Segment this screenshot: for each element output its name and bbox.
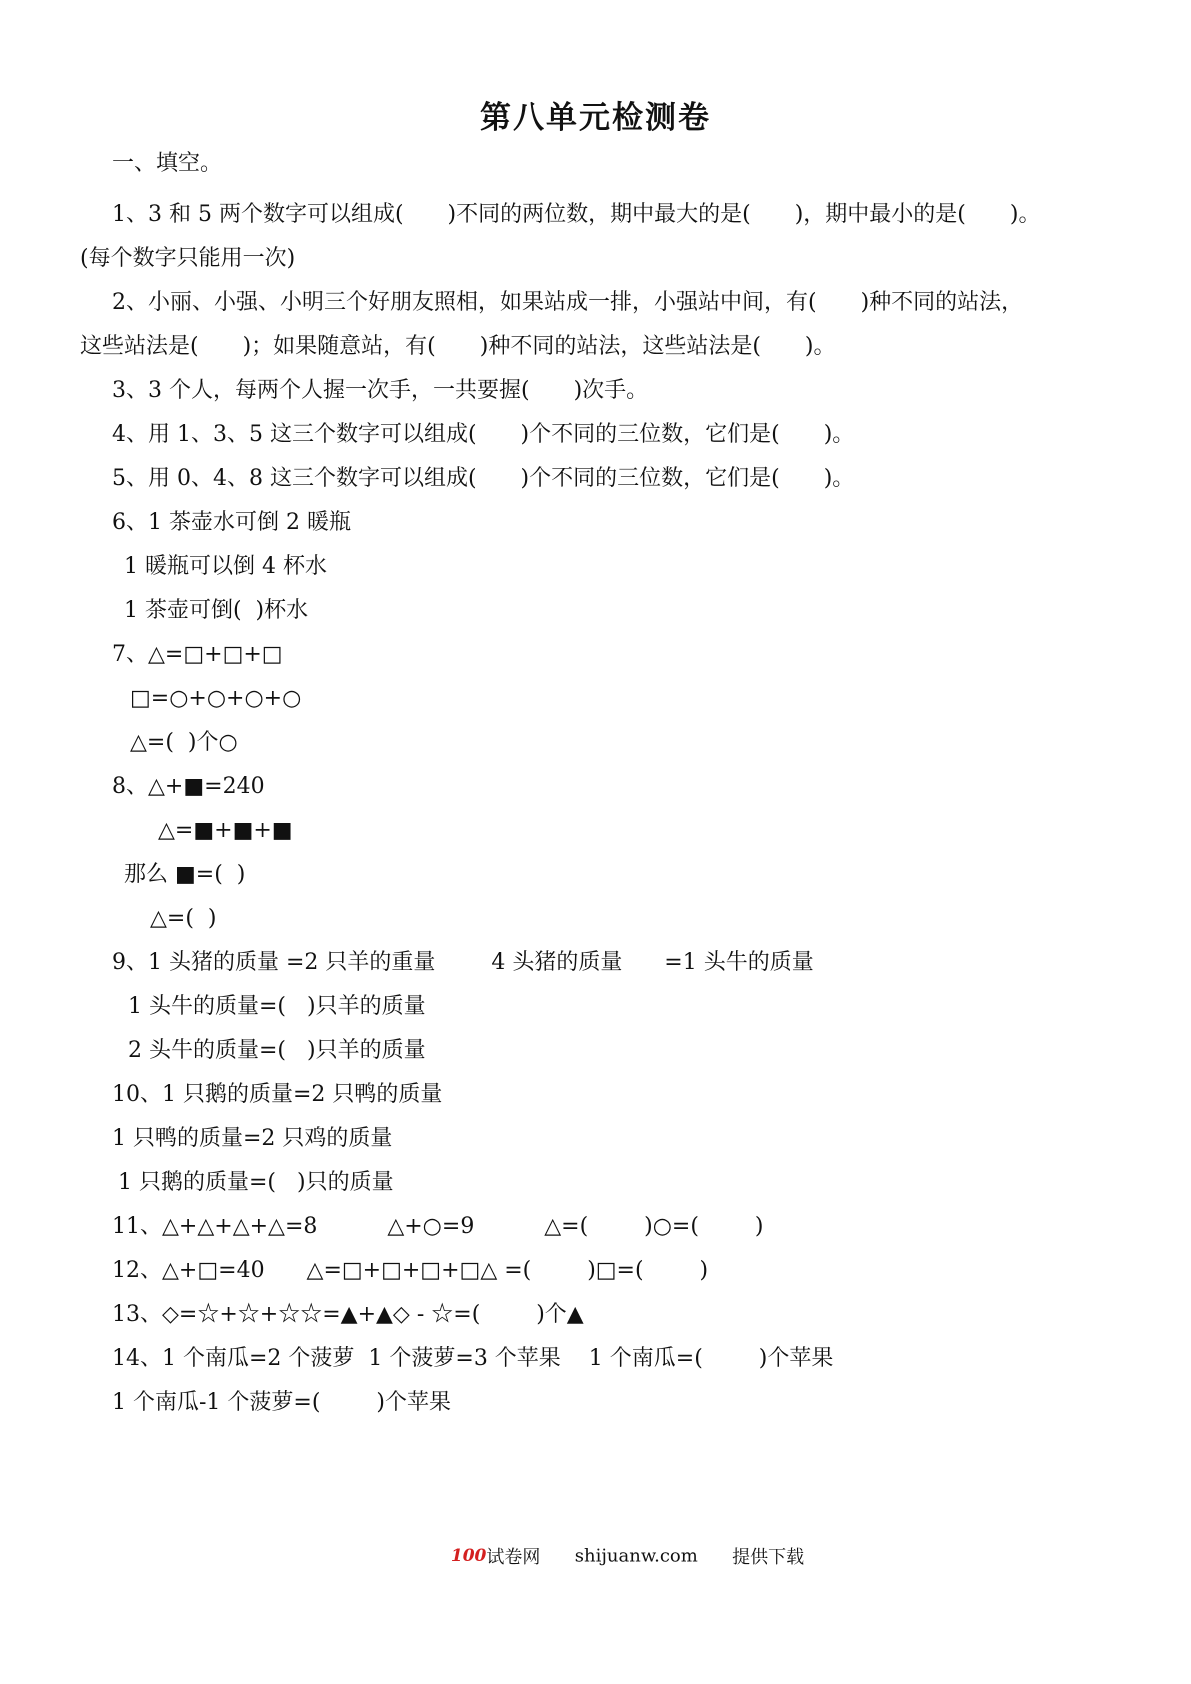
question-line: 6、1 茶壶水可倒 2 暖瓶 <box>112 510 351 535</box>
question-line: □=○+○+○+○ <box>130 686 302 711</box>
question-line: 12、△+□=40 △=□+□+□+□△ =( )□=( ) <box>112 1258 709 1283</box>
question-line: 那么 ■=( ) <box>124 862 246 887</box>
question-line: 1 头牛的质量=( )只羊的质量 <box>128 994 426 1019</box>
question-line: 1 暖瓶可以倒 4 杯水 <box>124 554 327 579</box>
download-note: 提供下载 <box>732 1547 805 1568</box>
question-line: (每个数字只能用一次) <box>80 246 296 271</box>
site-logo: 100 <box>450 1546 487 1566</box>
question-line: △=( ) <box>150 906 217 931</box>
question-line: 7、△=□+□+□ <box>112 642 283 667</box>
question-line: 8、△+■=240 <box>112 774 265 799</box>
question-line: 1、3 和 5 两个数字可以组成( )不同的两位数，期中最大的是( )，期中最小的是( )。 <box>112 202 1041 227</box>
page-title: 第八单元检测卷 <box>480 100 711 136</box>
question-line: 1 茶壶可倒( )杯水 <box>124 598 309 623</box>
question-line: 这些站法是( )；如果随意站，有( )种不同的站法，这些站法是( )。 <box>80 334 836 359</box>
question-line: 13、◇=☆+☆+☆☆=▲+▲◇ - ☆=( )个▲ <box>112 1302 584 1327</box>
site-name: 试卷网 <box>486 1547 541 1568</box>
question-line: 1 只鹅的质量=( )只的质量 <box>118 1170 394 1195</box>
question-line: 3、3 个人，每两个人握一次手，一共要握( )次手。 <box>112 378 649 403</box>
site-domain-link[interactable]: shijuanw.com <box>574 1545 698 1567</box>
question-line: 1 只鸭的质量=2 只鸡的质量 <box>112 1126 393 1151</box>
question-line: 14、1 个南瓜=2 个菠萝 1 个菠萝=3 个苹果 1 个南瓜=( )个苹果 <box>112 1346 834 1371</box>
footer <box>428 1522 804 1590</box>
question-line: 1 个南瓜-1 个菠萝=( )个苹果 <box>112 1390 451 1415</box>
question-line: 9、1 头猪的质量 =2 只羊的重量 4 头猪的质量 =1 头牛的质量 <box>112 950 814 975</box>
question-line: 2、小丽、小强、小明三个好朋友照相，如果站成一排，小强站中间，有( )种不同的站法， <box>112 290 1024 315</box>
question-line: 5、用 0、4、8 这三个数字可以组成( )个不同的三位数，它们是( )。 <box>112 466 855 491</box>
question-line: 4、用 1、3、5 这三个数字可以组成( )个不同的三位数，它们是( )。 <box>112 422 855 447</box>
question-line: 2 头牛的质量=( )只羊的质量 <box>128 1038 426 1063</box>
question-line: △=■+■+■ <box>158 818 293 843</box>
question-line: △=( )个○ <box>130 730 238 755</box>
question-line: 11、△+△+△+△=8 △+○=9 △=( )○=( ) <box>112 1214 764 1239</box>
section-heading: 一、填空。 <box>112 151 223 176</box>
question-line: 10、1 只鹅的质量=2 只鸭的质量 <box>112 1082 443 1107</box>
